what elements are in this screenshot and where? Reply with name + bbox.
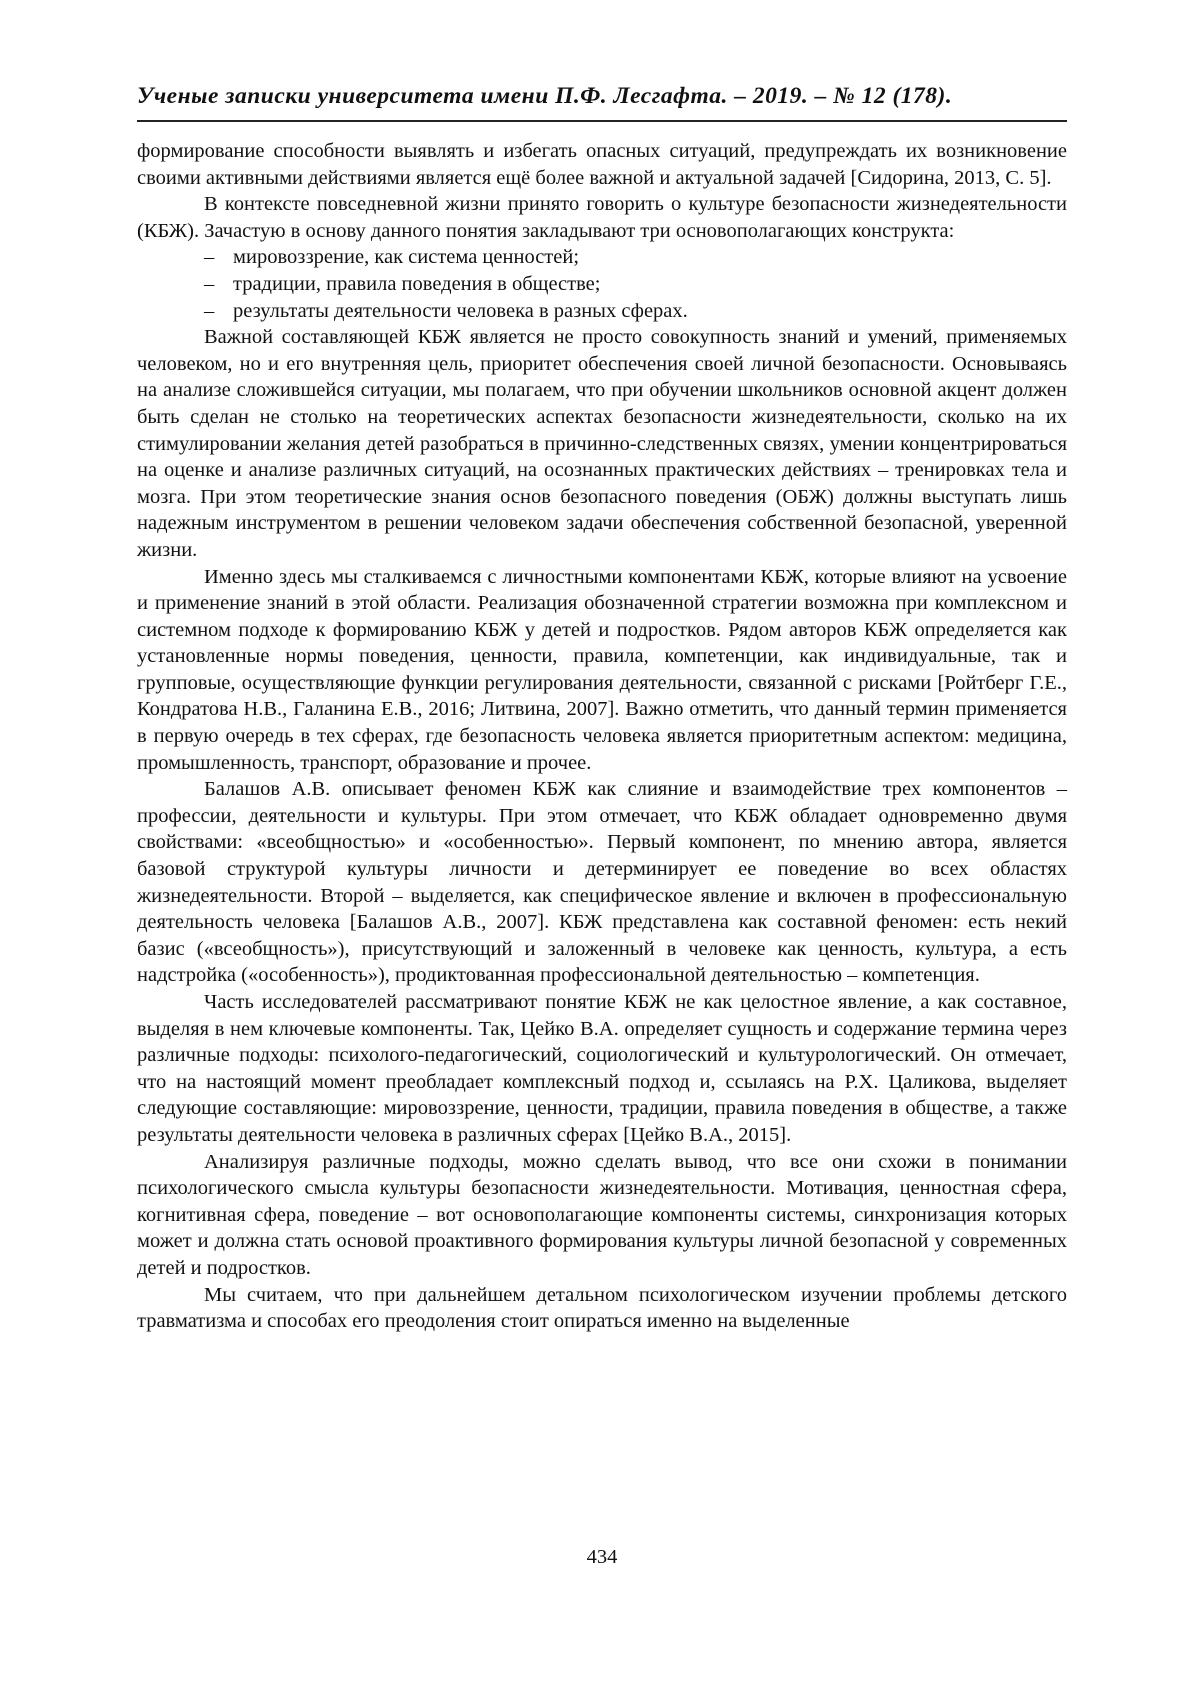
bullet-item	[137, 298, 1067, 325]
paragraph: Анализируя различные подходы, можно сделать вывод, что все они схожи в понимании психологического смысла культуры безопасности жизнедеятельности. Мотивация, ценностная сфера, когнитивная сфера, поведение – вот основополагающие компоненты системы, синхронизация которых может и должна стать основой проактивного формирования культуры личной безопасной у современных детей и подростков.	[137, 1150, 1067, 1279]
paragraph: В контексте повседневной жизни принято говорить о культуре безопасности жизнедеятельности (КБЖ). Зачастую в основу данного понятия закладывают три основополагающих конструкта:	[137, 193, 1067, 242]
article-body	[137, 138, 1067, 1335]
bullet-marker: –	[204, 272, 215, 295]
bullet-marker: –	[204, 299, 215, 322]
bullet-text: мировоззрение, как система ценностей;	[233, 246, 580, 269]
running-header	[137, 82, 1067, 122]
page-number: 434	[586, 1546, 618, 1568]
bullet-text: традиции, правила поведения в обществе;	[233, 272, 601, 295]
paragraph: Важной составляющей КБЖ является не просто совокупность знаний и умений, применяемых человеком, но и его внутренняя цель, приоритет обеспечения своей личной безопасности. Основываясь на анализе сложившейся ситуации, мы полагаем, что при обучении школьников основной акцент должен быть сделан не столько на теоретических аспектах безопасности жизнедеятельности, сколько на их стимулировании желания детей разобраться в причинно-следственных связях, умении концентрироваться на оценке и анализе различных ситуаций, на осознанных практических действиях – тренировках тела и мозга. При этом теоретические знания основ безопасного поведения (ОБЖ) должны выступать лишь надежным инструментом в решении человеком задачи обеспечения собственной безопасной, уверенной жизни.	[137, 326, 1067, 561]
paragraph: формирование способности выявлять и избегать опасных ситуаций, предупреждать их возникновение своими активными действиями является ещё более важной и актуальной задачей [Сидорина, 2013, С. 5].	[137, 140, 1067, 189]
paragraph: Балашов А.В. описывает феномен КБЖ как слияние и взаимодействие трех компонентов – профессии, деятельности и культуры. При этом отмечает, что КБЖ обладает одновременно двумя свойствами: «всеобщностью» и «особенностью». Первый компонент, по мнению автора, является базовой структурой культуры личности и детерминирует ее поведение во всех областях жизнедеятельности. Второй – выделяется, как специфическое явление и включен в профессиональную деятельность человека [Балашов А.В., 2007]. КБЖ представлена как составной феномен: есть некий базис («всеобщность»), присутствующий и заложенный в человеке как ценность, культура, а есть надстройка («особенность»), продиктованная профессиональной деятельностью – компетенция.	[137, 778, 1067, 987]
paragraph: Часть исследователей рассматривают понятие КБЖ не как целостное явление, а как составное, выделяя в нем ключевые компоненты. Так, Цейко В.А. определяет сущность и содержание термина через различные подходы: психолого-педагогический, социологический и культурологический. Он отмечает, что на настоящий момент преобладает комплексный подход и, ссылаясь на Р.Х. Цаликова, выделяет следующие составляющие: мировоззрение, ценности, традиции, правила поведения в обществе, а также результаты деятельности человека в различных сферах [Цейко В.А., 2015].	[137, 991, 1067, 1146]
page	[137, 0, 1067, 1705]
bullet-marker: –	[204, 246, 215, 269]
bullet-list	[137, 244, 1067, 324]
bullet-text: результаты деятельности человека в разных сферах.	[233, 299, 688, 322]
paragraph: Именно здесь мы сталкиваемся с личностными компонентами КБЖ, которые влияют на усвоение и применение знаний в этой области. Реализация обозначенной стратегии возможна при комплексном и системном подходе к формированию КБЖ у детей и подростков. Рядом авторов КБЖ определяется как установленные нормы поведения, ценности, правила, компетенции, как индивидуальные, так и групповые, осуществляющие функции регулирования деятельности, связанной с рисками [Ройтберг Г.Е., Кондратова Н.В., Галанина Е.В., 2016; Литвина, 2007]. Важно отметить, что данный термин применяется в первую очередь в тех сферах, где безопасность человека является приоритетным аспектом: медицина, промышленность, транспорт, образование и прочее.	[137, 565, 1067, 774]
bullet-item	[137, 244, 1067, 271]
bullet-item	[137, 271, 1067, 298]
journal-title: Ученые записки университета имени П.Ф. Лесгафта. – 2019. – № 12 (178).	[137, 83, 953, 109]
paragraph: Мы считаем, что при дальнейшем детальном психологическом изучении проблемы детского травматизма и способах его преодоления стоит опираться именно на выделенные	[137, 1283, 1067, 1333]
